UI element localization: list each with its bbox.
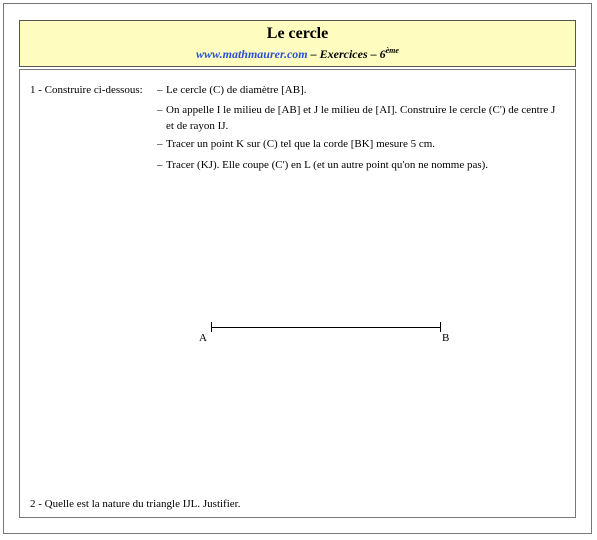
page-subtitle [20, 43, 575, 62]
instruction-text: Tracer (KJ). Elle coupe (C') en L (et un autre point qu'on ne nomme pas). [166, 159, 489, 171]
instruction-1 [157, 82, 557, 98]
site-link[interactable]: www.mathmaurer.com [196, 47, 308, 61]
instruction-text: On appelle I le milieu de [AB] et J le milieu de [AI]. Construire le cercle (C') de centre J et de rayon IJ. [166, 104, 556, 132]
dash-marker: – [157, 159, 163, 171]
instruction-4 [157, 157, 557, 173]
question-2-label: 2 - Quelle est la nature du triangle IJL. Justifier. [30, 498, 241, 510]
segment-ab [211, 327, 440, 328]
header-banner [19, 20, 576, 67]
instruction-text: Tracer un point K sur (C) tel que la corde [BK] mesure 5 cm. [166, 138, 436, 150]
dash-marker: – [157, 138, 163, 150]
instruction-2 [157, 102, 557, 134]
grade-superscript: ème [385, 46, 399, 55]
tick-a [211, 322, 212, 332]
dash-marker: – [157, 84, 163, 96]
exercise-box [19, 69, 576, 518]
point-b-label: B [442, 332, 450, 344]
instruction-3 [157, 136, 557, 152]
instruction-text: Le cercle (C) de diamètre [AB]. [166, 84, 307, 96]
point-a-label: A [199, 332, 207, 344]
tick-b [440, 322, 441, 332]
subtitle-text: – Exercices – 6 [307, 47, 386, 61]
page-title: Le cercle [266, 25, 329, 42]
question-1-label: 1 - Construire ci-dessous: [30, 84, 143, 96]
dash-marker: – [157, 104, 163, 116]
